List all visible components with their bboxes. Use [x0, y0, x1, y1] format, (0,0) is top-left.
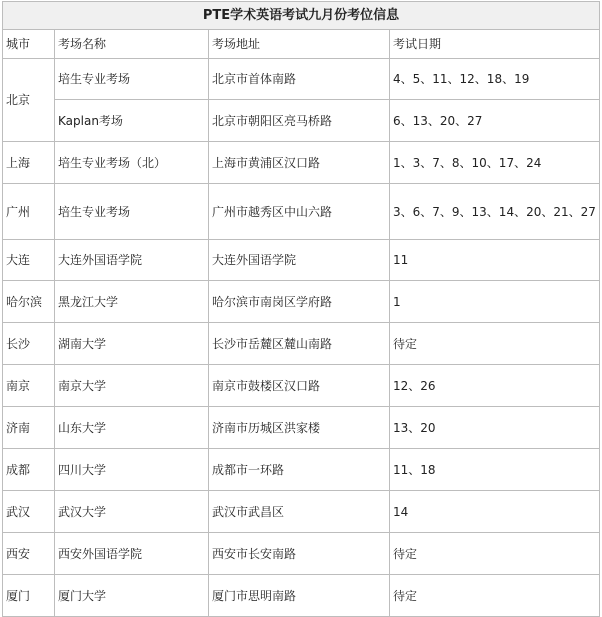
table-row [3, 142, 600, 184]
venue-name-cell: Kaplan考场 [55, 100, 209, 142]
venue-address-cell: 长沙市岳麓区麓山南路 [209, 323, 390, 365]
table-row [3, 100, 600, 142]
table-row [3, 281, 600, 323]
venue-address-cell: 南京市鼓楼区汉口路 [209, 365, 390, 407]
venue-name-cell: 山东大学 [55, 407, 209, 449]
table-row [3, 59, 600, 100]
city-cell: 哈尔滨 [3, 281, 55, 323]
city-cell: 长沙 [3, 323, 55, 365]
city-cell: 大连 [3, 240, 55, 281]
title-row [3, 2, 600, 30]
venue-name-cell: 西安外国语学院 [55, 533, 209, 575]
exam-dates-cell: 待定 [390, 575, 600, 617]
venue-name-cell: 培生专业考场 [55, 59, 209, 100]
table-row [3, 491, 600, 533]
venue-name-cell: 四川大学 [55, 449, 209, 491]
header-venue-address: 考场地址 [209, 30, 390, 59]
header-row [3, 30, 600, 59]
table-row [3, 575, 600, 617]
exam-table-container [2, 1, 599, 617]
table-row [3, 240, 600, 281]
venue-name-cell: 黑龙江大学 [55, 281, 209, 323]
venue-address-cell: 济南市历城区洪家楼 [209, 407, 390, 449]
city-cell: 广州 [3, 184, 55, 240]
exam-dates-cell: 1 [390, 281, 600, 323]
exam-dates-cell: 11、18 [390, 449, 600, 491]
venue-address-cell: 武汉市武昌区 [209, 491, 390, 533]
venue-name-cell: 培生专业考场（北） [55, 142, 209, 184]
venue-address-cell: 广州市越秀区中山六路 [209, 184, 390, 240]
city-cell: 北京 [3, 59, 55, 142]
header-venue-name: 考场名称 [55, 30, 209, 59]
exam-dates-cell: 12、26 [390, 365, 600, 407]
table-row [3, 323, 600, 365]
venue-name-cell: 培生专业考场 [55, 184, 209, 240]
exam-dates-cell: 待定 [390, 323, 600, 365]
exam-dates-cell: 13、20 [390, 407, 600, 449]
venue-name-cell: 厦门大学 [55, 575, 209, 617]
venue-address-cell: 大连外国语学院 [209, 240, 390, 281]
exam-dates-cell: 11 [390, 240, 600, 281]
venue-address-cell: 厦门市思明南路 [209, 575, 390, 617]
city-cell: 上海 [3, 142, 55, 184]
table-title: PTE学术英语考试九月份考位信息 [3, 2, 600, 30]
exam-dates-cell: 6、13、20、27 [390, 100, 600, 142]
venue-name-cell: 武汉大学 [55, 491, 209, 533]
venue-address-cell: 上海市黄浦区汉口路 [209, 142, 390, 184]
city-cell: 济南 [3, 407, 55, 449]
city-cell: 南京 [3, 365, 55, 407]
city-cell: 成都 [3, 449, 55, 491]
table-row [3, 449, 600, 491]
exam-dates-cell: 14 [390, 491, 600, 533]
table-row [3, 365, 600, 407]
exam-dates-cell: 1、3、7、8、10、17、24 [390, 142, 600, 184]
table-row [3, 533, 600, 575]
exam-dates-cell: 3、6、7、9、13、14、20、21、27 [390, 184, 600, 240]
exam-dates-cell: 待定 [390, 533, 600, 575]
venue-name-cell: 南京大学 [55, 365, 209, 407]
header-exam-dates: 考试日期 [390, 30, 600, 59]
venue-address-cell: 成都市一环路 [209, 449, 390, 491]
exam-dates-cell: 4、5、11、12、18、19 [390, 59, 600, 100]
city-cell: 武汉 [3, 491, 55, 533]
venue-address-cell: 哈尔滨市南岗区学府路 [209, 281, 390, 323]
venue-address-cell: 西安市长安南路 [209, 533, 390, 575]
city-cell: 厦门 [3, 575, 55, 617]
exam-schedule-table [2, 1, 600, 617]
venue-name-cell: 大连外国语学院 [55, 240, 209, 281]
venue-address-cell: 北京市首体南路 [209, 59, 390, 100]
venue-name-cell: 湖南大学 [55, 323, 209, 365]
city-cell: 西安 [3, 533, 55, 575]
venue-address-cell: 北京市朝阳区亮马桥路 [209, 100, 390, 142]
header-city: 城市 [3, 30, 55, 59]
table-row [3, 407, 600, 449]
table-row [3, 184, 600, 240]
